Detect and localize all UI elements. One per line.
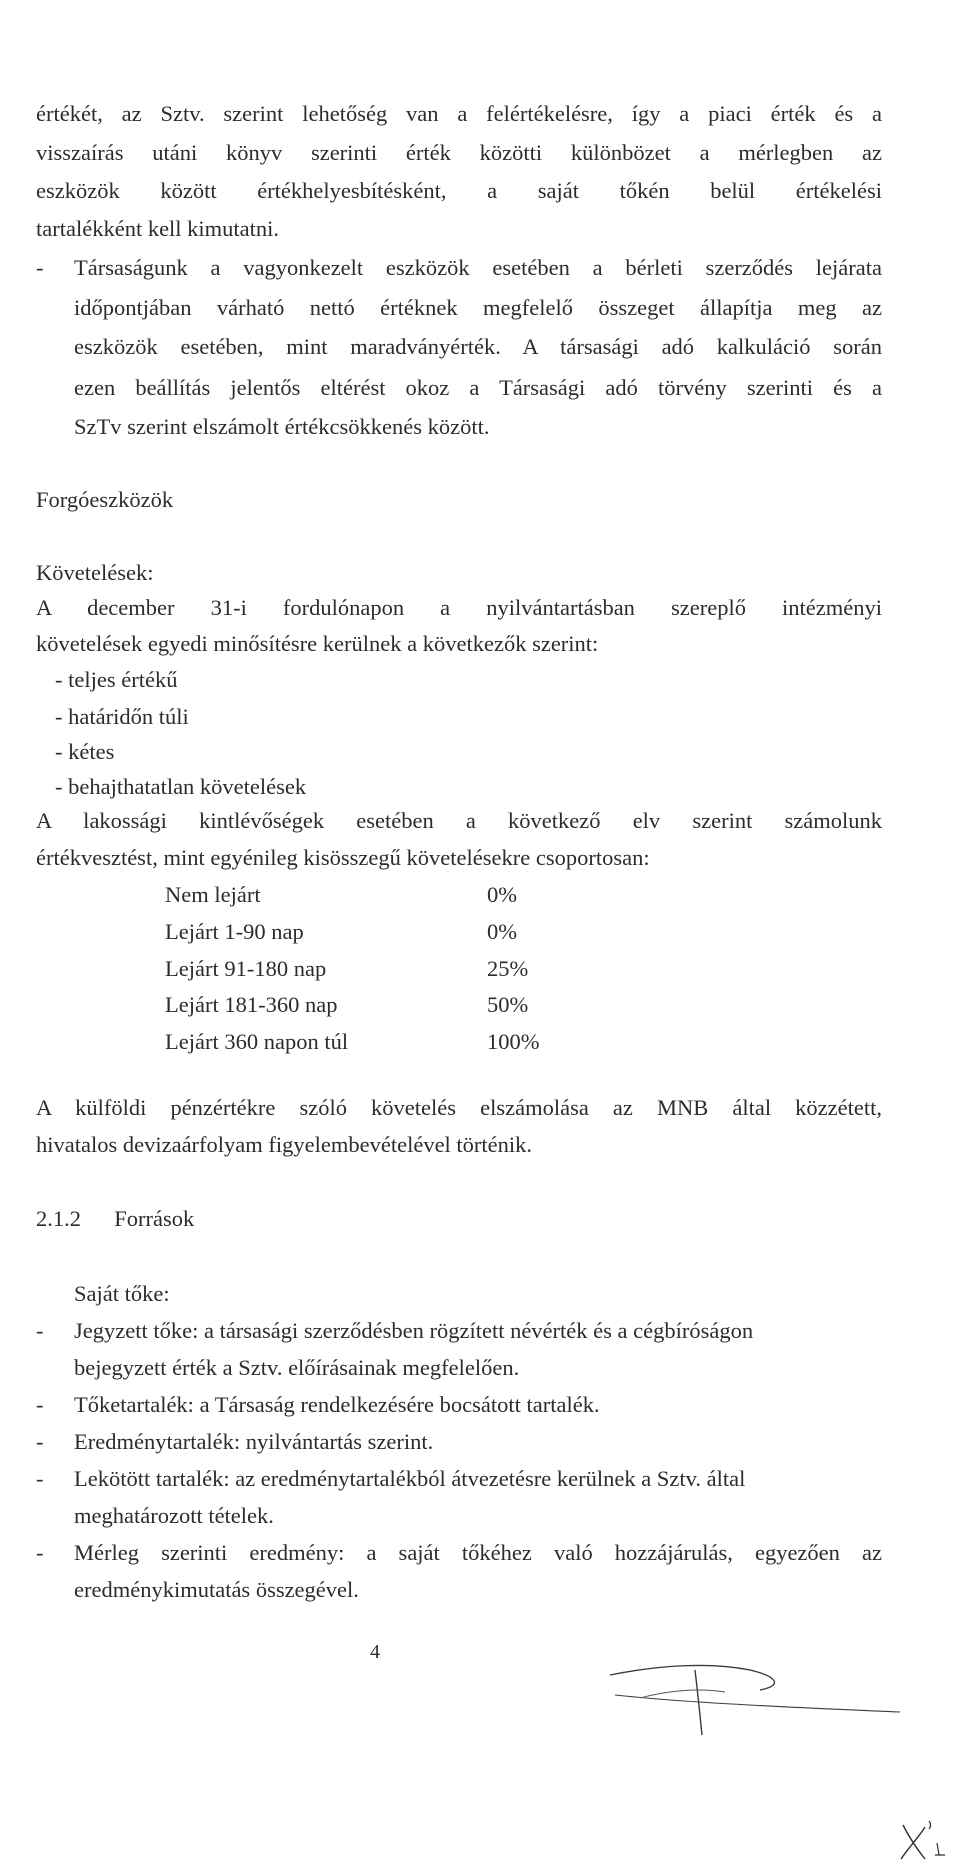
retail-line-1: A lakossági kintlévőségek esetében a következő elv szerint számolunk [36,808,882,833]
receivables-line-1: A december 31-i fordulónapon a nyilvántartásban szereplő intézményi [36,595,882,620]
impairment-label: Lejárt 1-90 nap [165,919,304,944]
category-item-2: - határidőn túli [55,704,189,729]
category-item-1: - teljes értékű [55,667,178,692]
list-item-line: eredménykimutatás összegével. [74,1577,359,1602]
initials-mark [895,1815,950,1865]
list-item-line: Tőketartalék: a Társaság rendelkezésére bocsátott tartalék. [74,1392,600,1417]
foreign-line-2: hivatalos devizaárfolyam figyelembevételével történik. [36,1132,533,1157]
impairment-rate: 100% [487,1029,540,1054]
intro-line-2: visszaírás utáni könyv szerinti érték közötti különbözet a mérlegben az [36,140,882,165]
impairment-label: Lejárt 91-180 nap [165,956,327,981]
sources-heading-number: 2.1.2 [36,1206,81,1231]
sources-heading-title: Források [114,1206,195,1231]
list-item-line: Eredménytartalék: nyilvántartás szerint. [74,1429,434,1454]
receivables-heading: Követelések: [36,560,154,585]
category-item-4: - behajthatatlan követelések [55,774,307,799]
impairment-label: Lejárt 360 napon túl [165,1029,349,1054]
list-item-line: Lekötött tartalék: az eredménytartalékból átvezetésre kerülnek a Sztv. által [74,1466,746,1491]
list-item-line: bejegyzett érték a Sztv. előírásainak megfelelően. [74,1355,520,1380]
list-item-line: meghatározott tételek. [74,1503,274,1528]
list-item-dash: - [36,1540,44,1565]
equity-heading: Saját tőke: [74,1281,170,1306]
lease-line-2: időpontjában várható nettó értéknek megfelelő összeget állapítja meg az [74,295,882,320]
lease-line-1: Társaságunk a vagyonkezelt eszközök esetében a bérleti szerződés lejárata [74,255,882,280]
impairment-rate: 0% [487,919,517,944]
intro-line-4: tartalékként kell kimutatni. [36,216,280,241]
foreign-line-1: A külföldi pénzértékre szóló követelés elszámolása az MNB által közzétett, [36,1095,882,1120]
impairment-rate: 25% [487,956,529,981]
lease-line-4: ezen beállítás jelentős eltérést okoz a Társasági adó törvény szerinti és a [74,375,882,400]
intro-line-3: eszközök között értékhelyesbítésként, a saját tőkén belül értékelési [36,178,882,203]
impairment-rate: 0% [487,882,517,907]
sources-heading [36,1204,194,1234]
list-item-dash: - [36,1318,44,1343]
signature-scribble [600,1640,920,1760]
current-assets-heading: Forgóeszközök [36,487,174,512]
list-item-dash: - [36,1392,44,1417]
impairment-label: Lejárt 181-360 nap [165,992,338,1017]
page-number: 4 [370,1641,380,1663]
list-item-line: Jegyzett tőke: a társasági szerződésben rögzített névérték és a cégbíróságon [74,1318,754,1343]
list-item-dash: - [36,1466,44,1491]
retail-line-2: értékvesztést, mint egyénileg kisösszegű követelésekre csoportosan: [36,845,650,870]
list-item-line: Mérleg szerinti eredmény: a saját tőkéhez való hozzájárulás, egyezően az [74,1540,882,1565]
lease-line-3: eszközök esetében, mint maradványérték. A társasági adó kalkuláció során [74,334,882,359]
lease-bullet-dash: - [36,255,44,280]
intro-line-1: értékét, az Sztv. szerint lehetőség van a felértékelésre, így a piaci érték és a [36,101,882,126]
list-item-dash: - [36,1429,44,1454]
impairment-rate: 50% [487,992,529,1017]
category-item-3: - kétes [55,739,115,764]
lease-line-5: SzTv szerint elszámolt értékcsökkenés között. [74,414,490,439]
impairment-label: Nem lejárt [165,882,261,907]
receivables-line-2: követelések egyedi minősítésre kerülnek a következők szerint: [36,631,599,656]
